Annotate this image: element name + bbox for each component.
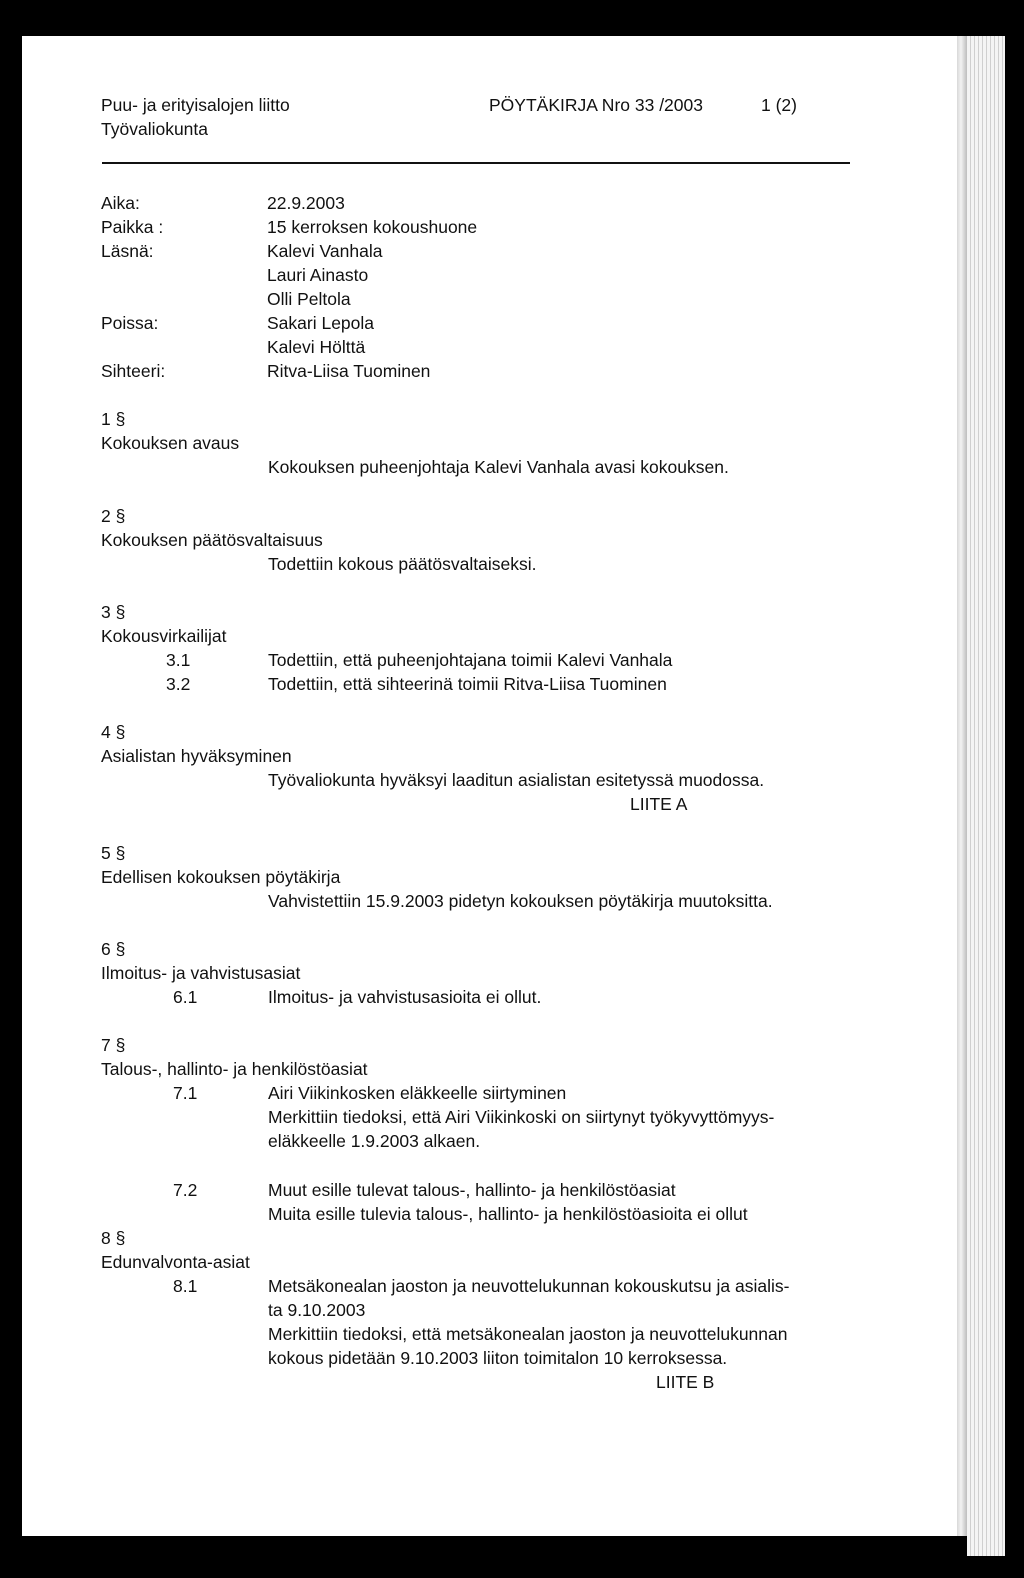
absentee: Sakari Lepola xyxy=(267,313,375,333)
section-number: 4 § xyxy=(101,722,126,742)
section-number: 5 § xyxy=(101,843,126,863)
item-line: Airi Viikinkosken eläkkeelle siirtyminen xyxy=(268,1083,567,1103)
item-line: Merkittiin tiedoksi, että Airi Viikinkoski on siirtynyt työkyvyttömyys- xyxy=(268,1107,775,1127)
section-number: 7 § xyxy=(101,1035,126,1055)
section-title: Asialistan hyväksyminen xyxy=(101,746,292,766)
attendee: Lauri Ainasto xyxy=(267,265,369,285)
section-text: Todettiin kokous päätösvaltaiseksi. xyxy=(268,554,537,574)
item-number: 8.1 xyxy=(173,1276,198,1296)
section-number: 2 § xyxy=(101,506,126,526)
item-line: Muita esille tulevia talous-, hallinto- ja henkilöstöasioita ei ollut xyxy=(268,1204,748,1224)
item-text: Ilmoitus- ja vahvistusasioita ei ollut. xyxy=(268,987,542,1007)
sihteeri-value: Ritva-Liisa Tuominen xyxy=(267,361,431,381)
section-text: Työvaliokunta hyväksyi laaditun asialistan esitetyssä muodossa. xyxy=(268,770,765,790)
attendee: Kalevi Vanhala xyxy=(267,241,383,261)
section-title: Edunvalvonta-asiat xyxy=(101,1252,250,1272)
item-line: kokous pidetään 9.10.2003 liiton toimitalon 10 kerroksessa. xyxy=(268,1348,728,1368)
item-text: Todettiin, että puheenjohtajana toimii Kalevi Vanhala xyxy=(268,650,673,670)
item-number: 6.1 xyxy=(173,987,198,1007)
section-number: 6 § xyxy=(101,939,126,959)
attendee: Olli Peltola xyxy=(267,289,351,309)
item-number: 7.2 xyxy=(173,1180,198,1200)
org-name: Puu- ja erityisalojen liitto xyxy=(101,95,290,115)
aika-label: Aika: xyxy=(101,193,140,213)
section-title: Edellisen kokouksen pöytäkirja xyxy=(101,867,341,887)
item-text: Todettiin, että sihteerinä toimii Ritva-Liisa Tuominen xyxy=(268,674,667,694)
item-number: 3.1 xyxy=(166,650,191,670)
section-text: Vahvistettiin 15.9.2003 pidetyn kokouksen pöytäkirja muutoksitta. xyxy=(268,891,773,911)
attachment-label: LIITE A xyxy=(630,794,688,814)
sihteeri-label: Sihteeri: xyxy=(101,361,166,381)
header-divider xyxy=(102,162,850,164)
stacked-pages-edge xyxy=(967,36,1005,1556)
document-title: PÖYTÄKIRJA Nro 33 /2003 xyxy=(489,95,703,115)
section-title: Talous-, hallinto- ja henkilöstöasiat xyxy=(101,1059,368,1079)
page-number: 1 (2) xyxy=(761,95,797,115)
document-page xyxy=(22,36,957,1536)
item-line: ta 9.10.2003 xyxy=(268,1300,366,1320)
page-edge-shadow xyxy=(957,36,967,1536)
item-line: Merkittiin tiedoksi, että metsäkonealan jaoston ja neuvottelukunnan xyxy=(268,1324,788,1344)
section-title: Ilmoitus- ja vahvistusasiat xyxy=(101,963,301,983)
item-line: Metsäkonealan jaoston ja neuvottelukunnan kokouskutsu ja asialis- xyxy=(268,1276,790,1296)
absentee: Kalevi Hölttä xyxy=(267,337,366,357)
paikka-value: 15 kerroksen kokoushuone xyxy=(267,217,478,237)
department-name: Työvaliokunta xyxy=(101,119,209,139)
section-title: Kokouksen päätösvaltaisuus xyxy=(101,530,323,550)
item-number: 7.1 xyxy=(173,1083,198,1103)
section-number: 3 § xyxy=(101,602,126,622)
section-number: 1 § xyxy=(101,409,126,429)
section-number: 8 § xyxy=(101,1228,126,1248)
section-title: Kokouksen avaus xyxy=(101,433,240,453)
poissa-label: Poissa: xyxy=(101,313,159,333)
lasna-label: Läsnä: xyxy=(101,241,154,261)
item-line: Muut esille tulevat talous-, hallinto- ja henkilöstöasiat xyxy=(268,1180,676,1200)
attachment-label: LIITE B xyxy=(656,1372,715,1392)
item-number: 3.2 xyxy=(166,674,191,694)
section-text: Kokouksen puheenjohtaja Kalevi Vanhala avasi kokouksen. xyxy=(268,457,729,477)
section-title: Kokousvirkailijat xyxy=(101,626,227,646)
item-line: eläkkeelle 1.9.2003 alkaen. xyxy=(268,1131,481,1151)
aika-value: 22.9.2003 xyxy=(267,193,345,213)
paikka-label: Paikka : xyxy=(101,217,164,237)
